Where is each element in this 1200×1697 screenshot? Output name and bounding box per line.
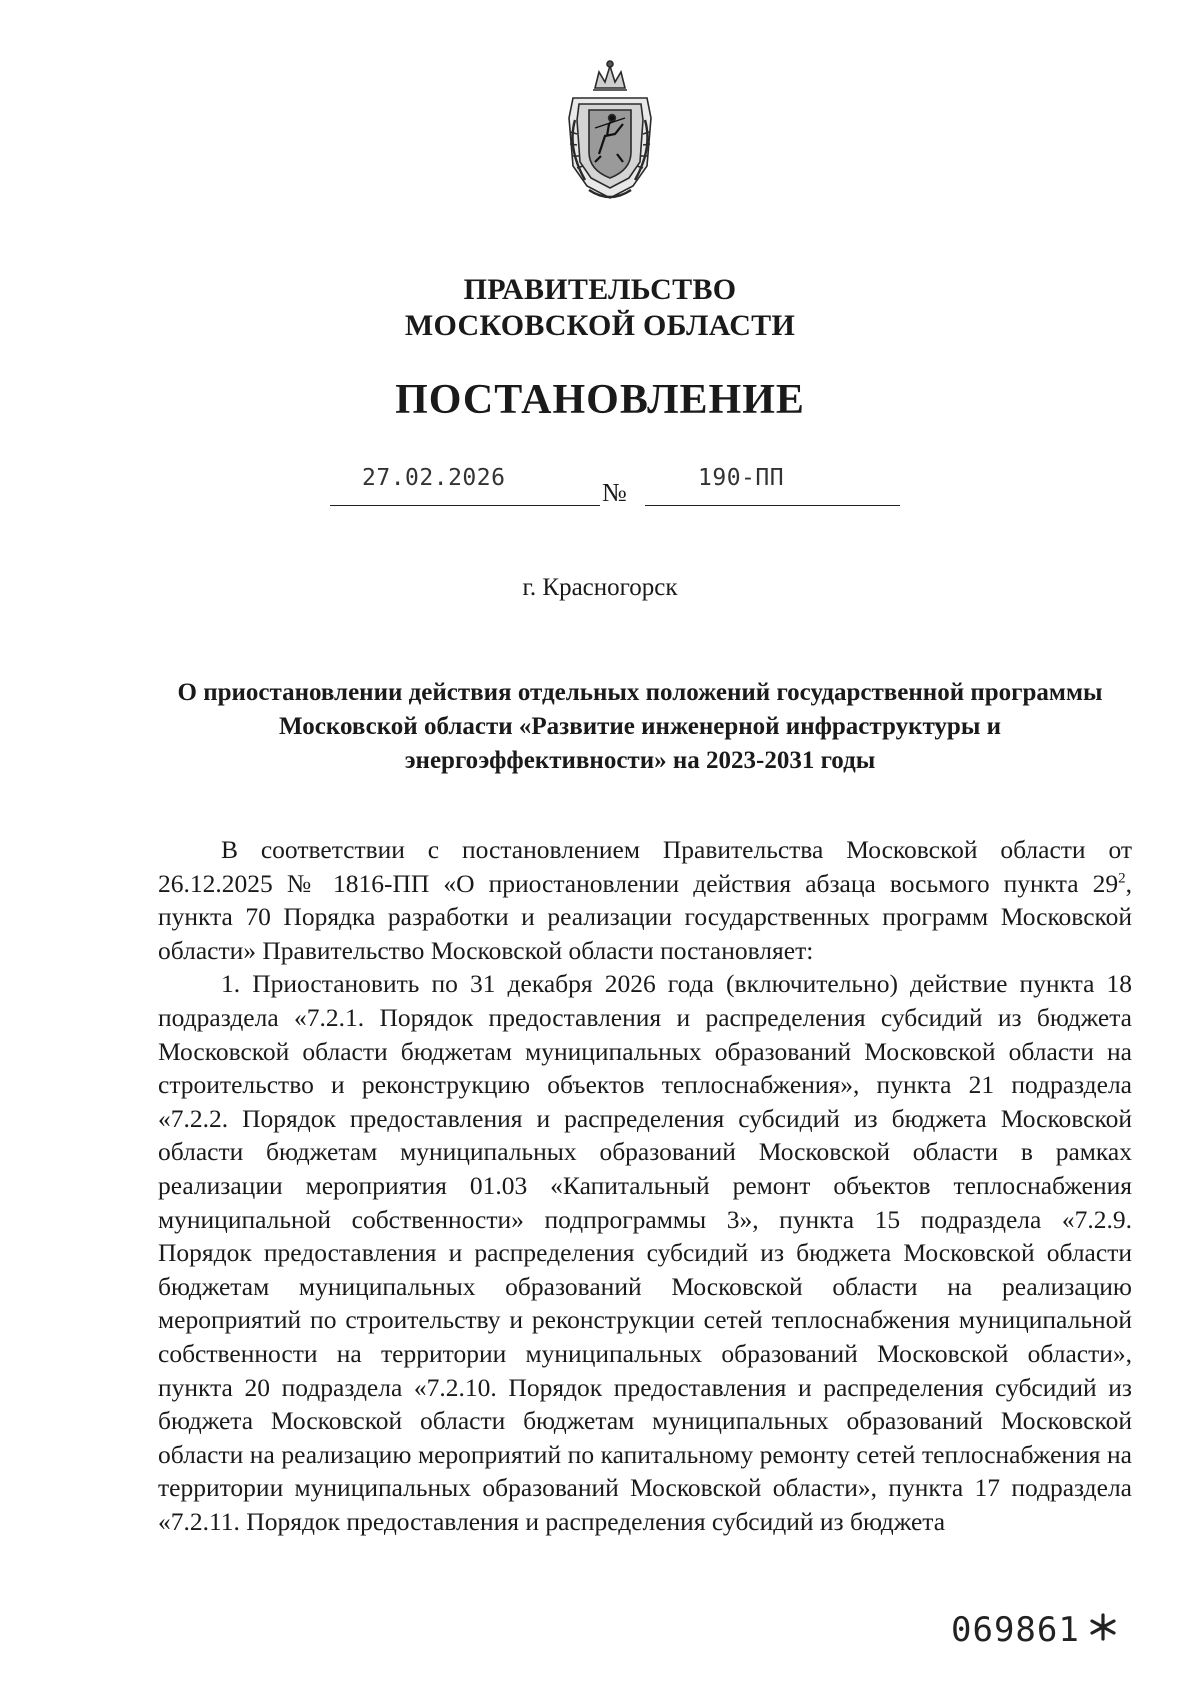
number-sign: № (602, 478, 627, 507)
moscow-oblast-coat-of-arms-icon (555, 58, 665, 206)
decree-subject-heading: О приостановлении действия отдельных положений государственной программы Московской области «Развитие инженерной инфраструктуры и энергоэффективности» на 2023-2031 годы (177, 679, 1103, 774)
decree-date: 27.02.2026 (362, 465, 506, 491)
preamble-paragraph (158, 833, 1132, 967)
preamble-text-start: В соответствии с постановлением Правительства Московской области от 26.12.2025 № 1816-ПП «О приостановлении действия абзаца восьмого пункта 29 (158, 835, 1132, 898)
preamble-superscript: 2 (1118, 870, 1126, 887)
asterisk-mark-icon (1088, 1612, 1118, 1642)
preamble-text-end: , пункта 70 Порядка разработки и реализации государственных программ Московской области» Правительство Московской области постановляет: (158, 868, 1132, 965)
government-name-line2: МОСКОВСКОЙ ОБЛАСТИ (404, 309, 796, 342)
serial-number-stamp: 069861 (951, 1610, 1080, 1650)
government-name-line1: ПРАВИТЕЛЬСТВО (463, 273, 737, 306)
decree-number: 190-ПП (698, 465, 785, 491)
issue-city: г. Красногорск (522, 574, 678, 601)
decree-number-field (645, 465, 900, 506)
decree-body (158, 833, 1132, 1538)
document-type-title: ПОСТАНОВЛЕНИЕ (395, 377, 805, 423)
decree-date-field (330, 465, 600, 506)
clause-1-paragraph: 1. Приостановить по 31 декабря 2026 года (включительно) действие пункта 18 подраздела «7.2.1. Порядок предоставления и распределения субсидий из бюджета Московской области бюджетам муниципальных образований Московской области на строительство и реконструкцию объектов теплоснабжения», пункта 21 подраздела «7.2.2. Порядок предоставления и распределения субсидий из бюджета Московской области бюджетам муниципальных образований Московской области в рамках реализации мероприятия 01.03 «Капитальный ремонт объектов теплоснабжения муниципальной собственности» подпрограммы 3», пункта 15 подраздела «7.2.9. Порядок предоставления и распределения субсидий из бюджета Московской области бюджетам муниципальных образований Московской области на реализацию мероприятий по строительству и реконструкции сетей теплоснабжения муниципальной собственности на территории муниципальных образований Московской области», пункта 20 подраздела «7.2.10. Порядок предоставления и распределения субсидий из бюджета Московской области бюджетам муниципальных образований Московской области на реализацию мероприятий по капитальному ремонту сетей теплоснабжения на территории муниципальных образований Московской области», пункта 17 подраздела «7.2.11. Порядок предоставления и распределения субсидий из бюджета (158, 969, 1132, 1536)
